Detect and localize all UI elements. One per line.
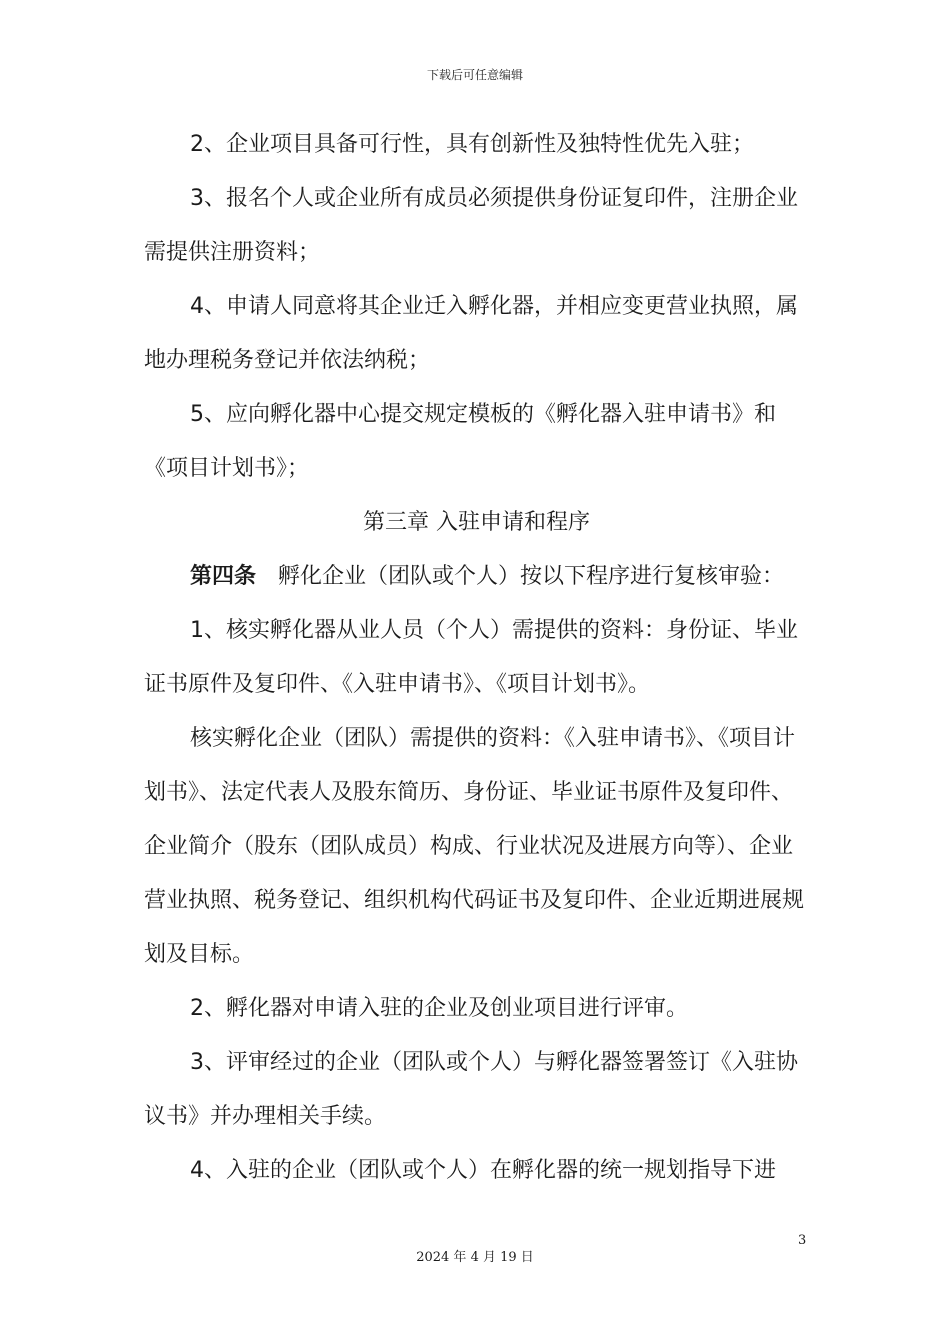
footer-date: 2024 年 4 月 19 日 bbox=[416, 1250, 534, 1265]
paragraph-step-4: 4、入驻的企业（团队或个人）在孵化器的统一规划指导下进 bbox=[190, 1158, 776, 1183]
article-paragraph bbox=[144, 550, 809, 604]
header-note: 下载后可任意编辑 bbox=[426, 68, 523, 82]
paragraph-step-1: 1、核实孵化器从业人员（个人）需提供的资料：身份证、毕业证书原件及复印件、《入驻申请书》、《项目计划书》。 bbox=[144, 618, 798, 697]
paragraph-requirement-3: 3、报名个人或企业所有成员必须提供身份证复印件，注册企业需提供注册资料； bbox=[144, 186, 798, 265]
paragraph-step-3: 3、评审经过的企业（团队或个人）与孵化器签署签订《入驻协议书》并办理相关手续。 bbox=[144, 1050, 798, 1129]
paragraph-step-2: 2、孵化器对申请入驻的企业及创业项目进行评审。 bbox=[190, 996, 688, 1021]
paragraph-requirement-2: 2、企业项目具备可行性，具有创新性及独特性优先入驻； bbox=[190, 132, 754, 157]
paragraph-requirement-4: 4、申请人同意将其企业迁入孵化器，并相应变更营业执照，属地办理税务登记并依法纳税； bbox=[144, 294, 798, 373]
article-text: 孵化企业（团队或个人）按以下程序进行复核审验： bbox=[256, 564, 785, 589]
paragraph-requirement-5: 5、应向孵化器中心提交规定模板的《孵化器入驻申请书》和《项目计划书》； bbox=[144, 402, 776, 481]
chapter-title: 第三章 入驻申请和程序 bbox=[363, 510, 590, 535]
article-label: 第四条 bbox=[190, 564, 257, 589]
document-body bbox=[144, 118, 809, 1198]
page-number: 3 bbox=[798, 1233, 807, 1248]
paragraph-step-1-team: 核实孵化企业（团队）需提供的资料：《入驻申请书》、《项目计划书》、法定代表人及股东简历、身份证、毕业证书原件及复印件、企业简介（股东（团队成员）构成、行业状况及进展方向等）、企业营业执照、税务登记、组织机构代码证书及复印件、企业近期进展规划及目标。 bbox=[144, 726, 805, 967]
